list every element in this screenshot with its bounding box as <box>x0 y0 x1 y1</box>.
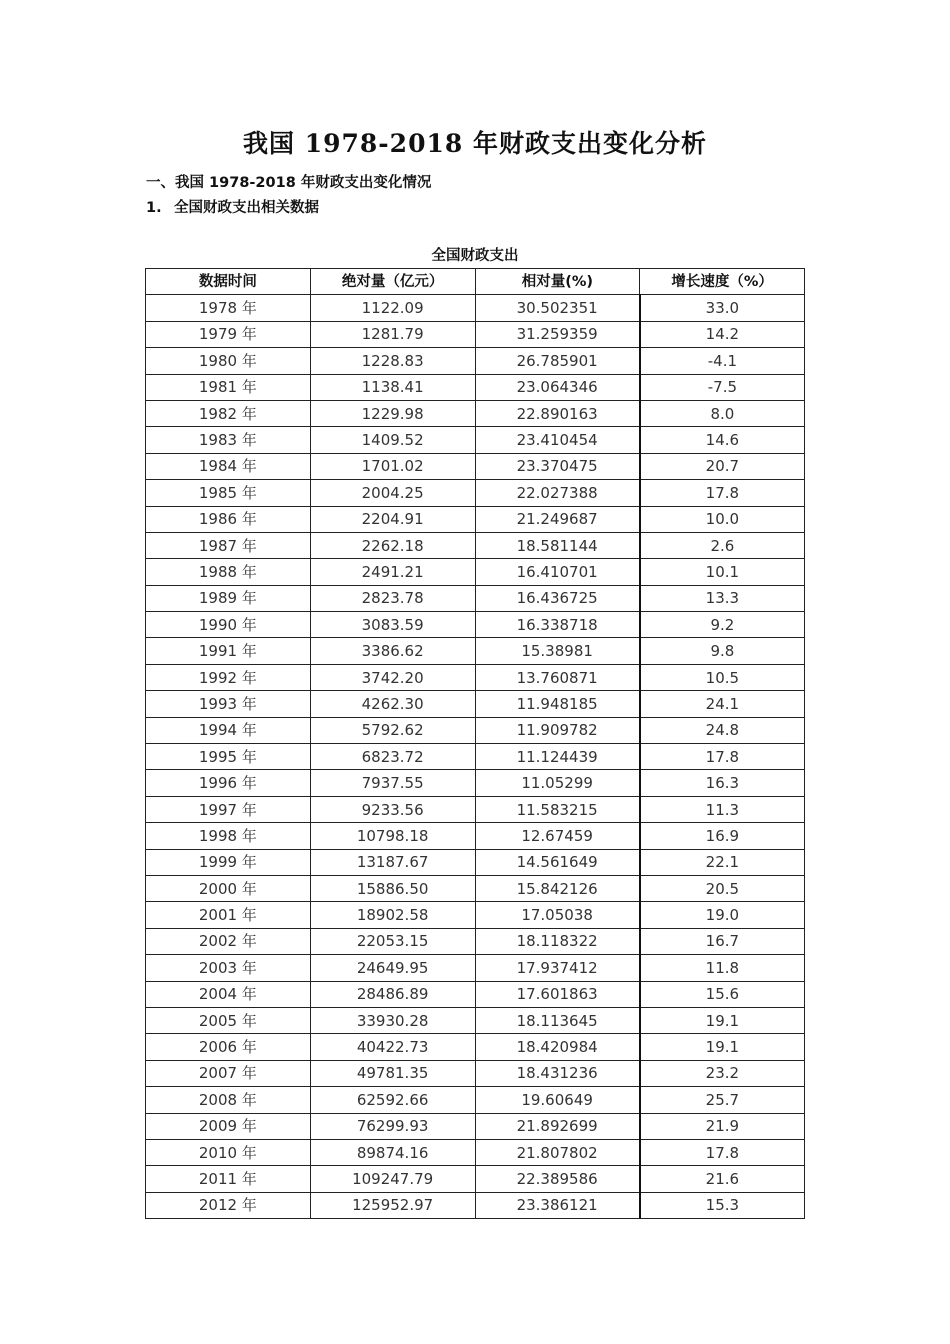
growth-cell: 9.8 <box>640 638 805 664</box>
year-cell: 2011 年 <box>146 1166 311 1192</box>
relative-cell: 17.601863 <box>475 981 640 1007</box>
year-cell: 2000 年 <box>146 875 311 901</box>
relative-cell: 16.338718 <box>475 612 640 638</box>
relative-cell: 11.583215 <box>475 796 640 822</box>
table-row <box>146 1007 805 1033</box>
expenditure-table <box>145 268 805 1219</box>
year-cell: 1982 年 <box>146 400 311 426</box>
growth-cell: 17.8 <box>640 480 805 506</box>
table-row <box>146 480 805 506</box>
relative-cell: 18.431236 <box>475 1060 640 1086</box>
relative-cell: 11.948185 <box>475 691 640 717</box>
growth-cell: 19.1 <box>640 1007 805 1033</box>
relative-cell: 19.60649 <box>475 1087 640 1113</box>
year-cell: 1985 年 <box>146 480 311 506</box>
absolute-cell: 6823.72 <box>310 744 475 770</box>
relative-cell: 16.436725 <box>475 585 640 611</box>
table-row <box>146 955 805 981</box>
table-row <box>146 1087 805 1113</box>
growth-cell: 22.1 <box>640 849 805 875</box>
table-row <box>146 902 805 928</box>
year-cell: 1994 年 <box>146 717 311 743</box>
table-header-row <box>146 269 805 295</box>
absolute-cell: 1228.83 <box>310 348 475 374</box>
growth-cell: 9.2 <box>640 612 805 638</box>
table-row <box>146 823 805 849</box>
absolute-cell: 2823.78 <box>310 585 475 611</box>
year-cell: 1993 年 <box>146 691 311 717</box>
growth-cell: 21.9 <box>640 1113 805 1139</box>
relative-cell: 23.064346 <box>475 374 640 400</box>
growth-cell: 15.3 <box>640 1192 805 1218</box>
relative-cell: 12.67459 <box>475 823 640 849</box>
table-caption: 全国财政支出 <box>431 248 519 264</box>
relative-cell: 30.502351 <box>475 295 640 321</box>
table-row <box>146 664 805 690</box>
document-title: 我国 1978-2018 年财政支出变化分析 <box>243 129 707 158</box>
absolute-cell: 33930.28 <box>310 1007 475 1033</box>
absolute-cell: 24649.95 <box>310 955 475 981</box>
growth-cell: 13.3 <box>640 585 805 611</box>
year-cell: 1979 年 <box>146 321 311 347</box>
absolute-cell: 2204.91 <box>310 506 475 532</box>
header-absolute: 绝对量（亿元） <box>310 269 475 295</box>
year-cell: 2012 年 <box>146 1192 311 1218</box>
table-row <box>146 453 805 479</box>
absolute-cell: 3083.59 <box>310 612 475 638</box>
header-relative: 相对量(%) <box>475 269 640 295</box>
year-cell: 2010 年 <box>146 1139 311 1165</box>
year-cell: 1996 年 <box>146 770 311 796</box>
table-row <box>146 374 805 400</box>
year-cell: 1980 年 <box>146 348 311 374</box>
absolute-cell: 62592.66 <box>310 1087 475 1113</box>
relative-cell: 16.410701 <box>475 559 640 585</box>
growth-cell: 33.0 <box>640 295 805 321</box>
growth-cell: 17.8 <box>640 1139 805 1165</box>
growth-cell: 2.6 <box>640 532 805 558</box>
growth-cell: 19.0 <box>640 902 805 928</box>
year-cell: 2008 年 <box>146 1087 311 1113</box>
relative-cell: 15.842126 <box>475 875 640 901</box>
subsection-text: 全国财政支出相关数据 <box>174 200 319 216</box>
growth-cell: 24.1 <box>640 691 805 717</box>
relative-cell: 18.113645 <box>475 1007 640 1033</box>
growth-cell: 21.6 <box>640 1166 805 1192</box>
relative-cell: 18.118322 <box>475 928 640 954</box>
growth-cell: 20.5 <box>640 875 805 901</box>
absolute-cell: 10798.18 <box>310 823 475 849</box>
year-cell: 1995 年 <box>146 744 311 770</box>
year-cell: 1997 年 <box>146 796 311 822</box>
table-row <box>146 400 805 426</box>
relative-cell: 17.937412 <box>475 955 640 981</box>
growth-cell: 10.0 <box>640 506 805 532</box>
absolute-cell: 3386.62 <box>310 638 475 664</box>
growth-cell: -4.1 <box>640 348 805 374</box>
table-row <box>146 849 805 875</box>
relative-cell: 18.420984 <box>475 1034 640 1060</box>
year-cell: 1978 年 <box>146 295 311 321</box>
growth-cell: 16.9 <box>640 823 805 849</box>
absolute-cell: 18902.58 <box>310 902 475 928</box>
table-row <box>146 875 805 901</box>
absolute-cell: 13187.67 <box>310 849 475 875</box>
growth-cell: 8.0 <box>640 400 805 426</box>
growth-cell: -7.5 <box>640 374 805 400</box>
header-growth: 增长速度（%） <box>640 269 805 295</box>
section-heading: 一、我国 1978-2018 年财政支出变化情况 <box>146 175 432 191</box>
year-cell: 2006 年 <box>146 1034 311 1060</box>
table-row <box>146 770 805 796</box>
table-row <box>146 532 805 558</box>
relative-cell: 23.386121 <box>475 1192 640 1218</box>
year-cell: 1992 年 <box>146 664 311 690</box>
table-row <box>146 612 805 638</box>
growth-cell: 16.7 <box>640 928 805 954</box>
absolute-cell: 5792.62 <box>310 717 475 743</box>
growth-cell: 24.8 <box>640 717 805 743</box>
year-cell: 1987 年 <box>146 532 311 558</box>
relative-cell: 22.389586 <box>475 1166 640 1192</box>
absolute-cell: 2491.21 <box>310 559 475 585</box>
relative-cell: 23.410454 <box>475 427 640 453</box>
table-row <box>146 585 805 611</box>
growth-cell: 15.6 <box>640 981 805 1007</box>
table-row <box>146 1113 805 1139</box>
growth-cell: 14.6 <box>640 427 805 453</box>
growth-cell: 23.2 <box>640 1060 805 1086</box>
absolute-cell: 2262.18 <box>310 532 475 558</box>
year-cell: 2007 年 <box>146 1060 311 1086</box>
year-cell: 1981 年 <box>146 374 311 400</box>
absolute-cell: 49781.35 <box>310 1060 475 1086</box>
absolute-cell: 4262.30 <box>310 691 475 717</box>
relative-cell: 23.370475 <box>475 453 640 479</box>
year-cell: 1991 年 <box>146 638 311 664</box>
absolute-cell: 1701.02 <box>310 453 475 479</box>
table-row <box>146 506 805 532</box>
year-cell: 2003 年 <box>146 955 311 981</box>
table-row <box>146 796 805 822</box>
year-cell: 2005 年 <box>146 1007 311 1033</box>
table-row <box>146 981 805 1007</box>
header-date: 数据时间 <box>146 269 311 295</box>
growth-cell: 10.5 <box>640 664 805 690</box>
year-cell: 2001 年 <box>146 902 311 928</box>
relative-cell: 21.249687 <box>475 506 640 532</box>
year-cell: 1998 年 <box>146 823 311 849</box>
subsection-heading <box>146 197 319 219</box>
table-row <box>146 295 805 321</box>
table-row <box>146 638 805 664</box>
year-cell: 1999 年 <box>146 849 311 875</box>
relative-cell: 14.561649 <box>475 849 640 875</box>
absolute-cell: 28486.89 <box>310 981 475 1007</box>
absolute-cell: 7937.55 <box>310 770 475 796</box>
growth-cell: 17.8 <box>640 744 805 770</box>
absolute-cell: 76299.93 <box>310 1113 475 1139</box>
absolute-cell: 1229.98 <box>310 400 475 426</box>
table-row <box>146 1166 805 1192</box>
subsection-number: 1. <box>146 200 162 216</box>
absolute-cell: 1122.09 <box>310 295 475 321</box>
absolute-cell: 3742.20 <box>310 664 475 690</box>
absolute-cell: 22053.15 <box>310 928 475 954</box>
relative-cell: 13.760871 <box>475 664 640 690</box>
relative-cell: 11.05299 <box>475 770 640 796</box>
table-row <box>146 1139 805 1165</box>
year-cell: 1988 年 <box>146 559 311 585</box>
table-row <box>146 427 805 453</box>
year-cell: 1989 年 <box>146 585 311 611</box>
growth-cell: 19.1 <box>640 1034 805 1060</box>
relative-cell: 31.259359 <box>475 321 640 347</box>
relative-cell: 22.027388 <box>475 480 640 506</box>
growth-cell: 16.3 <box>640 770 805 796</box>
relative-cell: 21.807802 <box>475 1139 640 1165</box>
growth-cell: 14.2 <box>640 321 805 347</box>
absolute-cell: 1138.41 <box>310 374 475 400</box>
relative-cell: 22.890163 <box>475 400 640 426</box>
relative-cell: 11.124439 <box>475 744 640 770</box>
table-row <box>146 559 805 585</box>
relative-cell: 15.38981 <box>475 638 640 664</box>
relative-cell: 11.909782 <box>475 717 640 743</box>
table-row <box>146 321 805 347</box>
table-row <box>146 348 805 374</box>
year-cell: 2002 年 <box>146 928 311 954</box>
table-row <box>146 744 805 770</box>
table-row <box>146 717 805 743</box>
absolute-cell: 89874.16 <box>310 1139 475 1165</box>
table-row <box>146 1192 805 1218</box>
absolute-cell: 2004.25 <box>310 480 475 506</box>
table-row <box>146 691 805 717</box>
year-cell: 2009 年 <box>146 1113 311 1139</box>
relative-cell: 18.581144 <box>475 532 640 558</box>
relative-cell: 21.892699 <box>475 1113 640 1139</box>
growth-cell: 11.3 <box>640 796 805 822</box>
year-cell: 1983 年 <box>146 427 311 453</box>
relative-cell: 17.05038 <box>475 902 640 928</box>
growth-cell: 20.7 <box>640 453 805 479</box>
absolute-cell: 9233.56 <box>310 796 475 822</box>
table-row <box>146 928 805 954</box>
growth-cell: 10.1 <box>640 559 805 585</box>
table-row <box>146 1060 805 1086</box>
absolute-cell: 1281.79 <box>310 321 475 347</box>
absolute-cell: 15886.50 <box>310 875 475 901</box>
growth-cell: 11.8 <box>640 955 805 981</box>
absolute-cell: 1409.52 <box>310 427 475 453</box>
relative-cell: 26.785901 <box>475 348 640 374</box>
growth-cell: 25.7 <box>640 1087 805 1113</box>
year-cell: 2004 年 <box>146 981 311 1007</box>
table-body <box>146 295 805 1219</box>
absolute-cell: 40422.73 <box>310 1034 475 1060</box>
absolute-cell: 109247.79 <box>310 1166 475 1192</box>
absolute-cell: 125952.97 <box>310 1192 475 1218</box>
table-row <box>146 1034 805 1060</box>
year-cell: 1990 年 <box>146 612 311 638</box>
year-cell: 1984 年 <box>146 453 311 479</box>
year-cell: 1986 年 <box>146 506 311 532</box>
